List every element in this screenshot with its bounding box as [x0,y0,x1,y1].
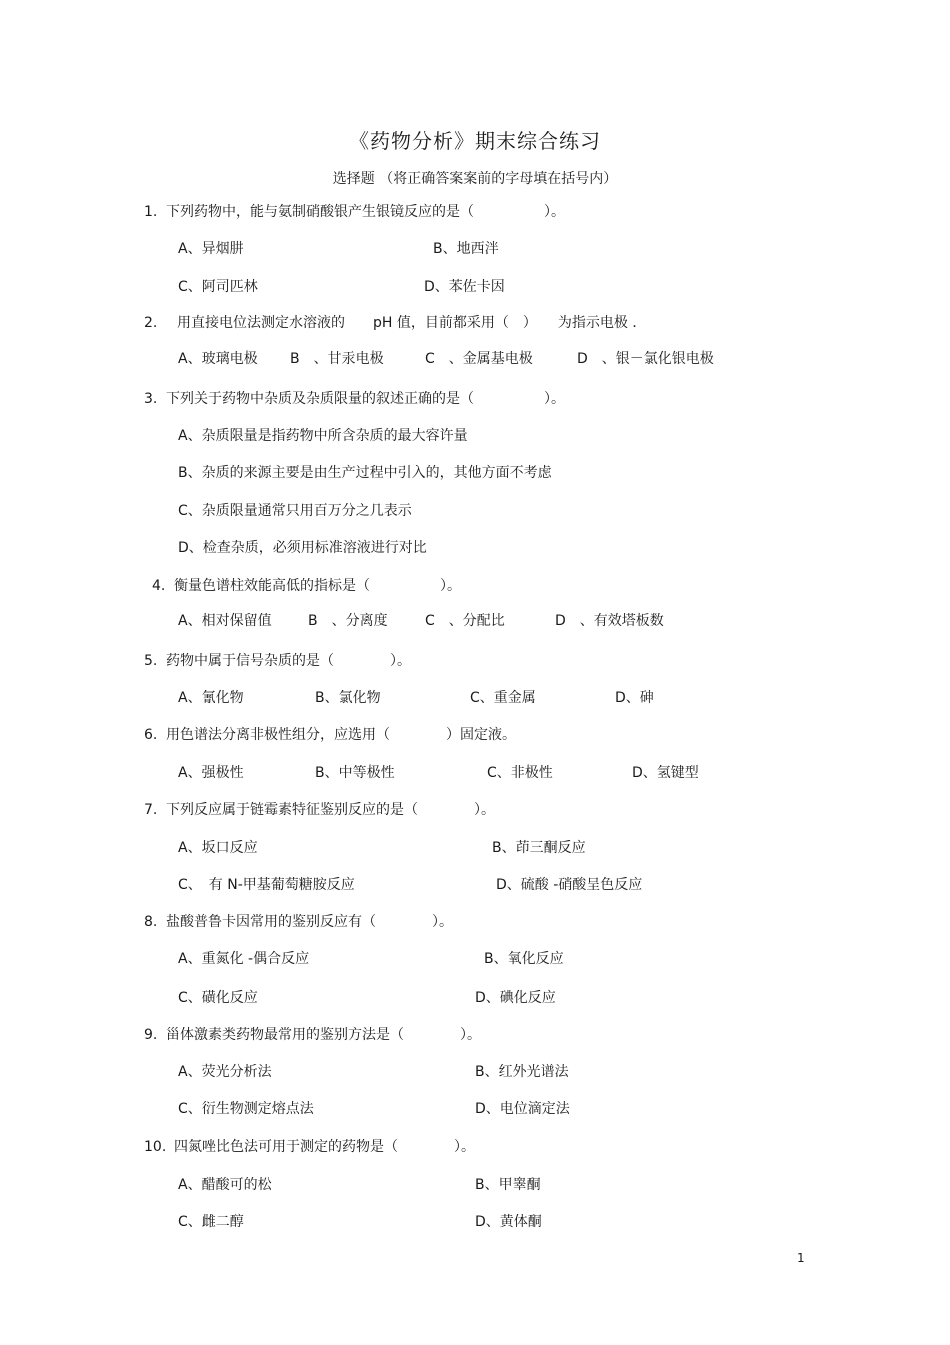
question-number: 3. [144,391,158,407]
option: A、重氮化 -偶合反应 [178,951,310,967]
option: B、茚三酮反应 [492,840,586,856]
option: B、杂质的来源主要是由生产过程中引入的，其他方面不考虑 [178,465,552,481]
option: A、相对保留值 [178,613,272,629]
option: C、杂质限量通常只用百万分之几表示 [178,503,412,519]
question-text: 盐酸普鲁卡因常用的鉴别反应有（ ）。 [166,914,453,930]
question-text: 甾体激素类药物最常用的鉴别方法是（ ）。 [166,1027,481,1043]
option: C、重金属 [470,690,536,706]
option: B 、甘汞电极 [290,351,384,367]
question-number: 10. [144,1139,167,1155]
option: C、非极性 [487,765,553,781]
question-text: 用色谱法分离非极性组分，应选用（ ）固定液。 [166,727,516,743]
option: A、醋酸可的松 [178,1177,272,1193]
option: D、砷 [615,690,654,706]
page-title: 《药物分析》期末综合练习 [349,129,601,153]
option: C、雌二醇 [178,1214,244,1230]
question-text: 下列反应属于链霉素特征鉴别反应的是（ ）。 [166,802,495,818]
option: D 、有效塔板数 [555,613,664,629]
question-number: 6. [144,727,158,743]
option: B、甲睾酮 [475,1177,541,1193]
page-number: 1 [797,1251,805,1265]
option: A、氰化物 [178,690,244,706]
question-text: 药物中属于信号杂质的是（ ）。 [166,653,411,669]
question-text: 用直接电位法测定水溶液的 pH 值，目前都采用（ ） 为指示电极 ． [177,315,647,331]
option: C、衍生物测定熔点法 [178,1101,314,1117]
question-number: 1. [144,204,158,220]
section-subtitle: 选择题 （将正确答案案前的字母填在括号内） [332,171,618,187]
option: A、杂质限量是指药物中所含杂质的最大容许量 [178,428,468,444]
question-number: 7. [144,802,158,818]
option: A、荧光分析法 [178,1064,272,1080]
option: D、苯佐卡因 [424,279,505,295]
question-number: 4. [152,578,166,594]
option: D、氢键型 [632,765,699,781]
option: D、黄体酮 [475,1214,542,1230]
question-number: 5. [144,653,158,669]
option: C、磺化反应 [178,990,258,1006]
option: C、 有 N-甲基葡萄糖胺反应 [178,877,355,893]
option: D、电位滴定法 [475,1101,570,1117]
option: D 、银－氯化银电极 [577,351,714,367]
option: C 、分配比 [425,613,505,629]
option: B、红外光谱法 [475,1064,569,1080]
option: A、强极性 [178,765,244,781]
question-number: 9. [144,1027,158,1043]
question-number: 2. [144,315,158,331]
question-text: 下列药物中，能与氨制硝酸银产生银镜反应的是（ ）。 [166,204,565,220]
question-number: 8. [144,914,158,930]
option: C 、金属基电极 [425,351,533,367]
option: A、异烟肼 [178,241,244,257]
option: B、氯化物 [315,690,381,706]
option: B 、分离度 [308,613,388,629]
question-text: 下列关于药物中杂质及杂质限量的叙述正确的是（ ）。 [166,391,565,407]
option: A、坂口反应 [178,840,258,856]
option: D、检查杂质，必须用标准溶液进行对比 [178,540,427,556]
question-text: 四氮唑比色法可用于测定的药物是（ ）。 [174,1139,475,1155]
option: A、玻璃电极 [178,351,258,367]
option: D、碘化反应 [475,990,556,1006]
option: D、硫酸 -硝酸呈色反应 [496,877,643,893]
question-text: 衡量色谱柱效能高低的指标是（ ）。 [174,578,461,594]
option: B、氧化反应 [484,951,564,967]
option: B、地西泮 [433,241,499,257]
option: C、阿司匹林 [178,279,258,295]
option: B、中等极性 [315,765,395,781]
